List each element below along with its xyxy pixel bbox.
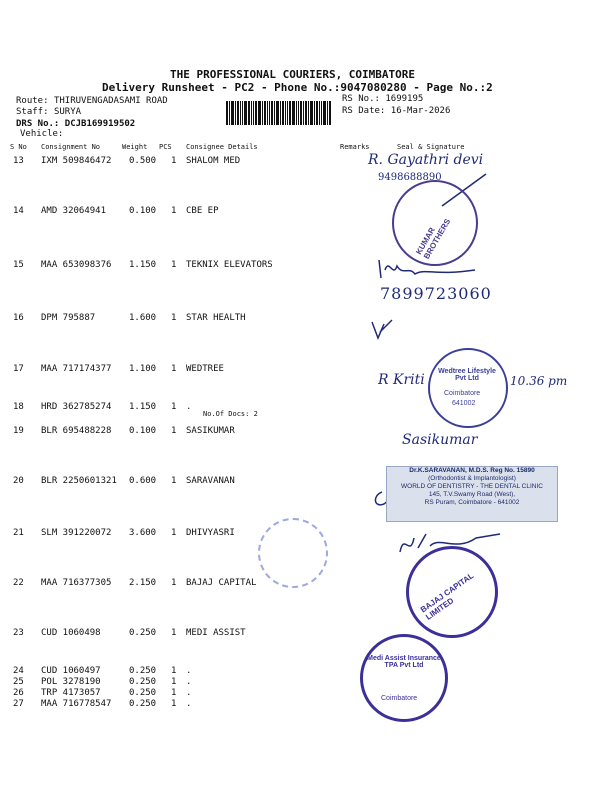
cell-name: . bbox=[186, 402, 192, 412]
cell-weight: 1.600 bbox=[129, 313, 157, 323]
cell-name: SARAVANAN bbox=[186, 476, 235, 486]
route-value: THIRUVENGADASAMI ROAD bbox=[53, 96, 168, 106]
rs-no-value: 1699195 bbox=[385, 94, 424, 104]
signature-15-scribble bbox=[375, 256, 485, 282]
cell-name: SASIKUMAR bbox=[186, 426, 235, 436]
bajaj-capital-stamp bbox=[406, 546, 498, 638]
col-consignment: Consignment No bbox=[41, 143, 101, 151]
cell-cons: TRP 4173057 bbox=[41, 688, 101, 698]
signature-17: R Kriti bbox=[378, 372, 425, 388]
drs-label: DRS No.: bbox=[16, 119, 60, 129]
col-pcs: PCS bbox=[159, 143, 172, 151]
cell-name: WEDTREE bbox=[186, 364, 224, 374]
dental-line-2: (Orthodontist & Implantologist) bbox=[428, 475, 516, 482]
signature-16-mark bbox=[368, 316, 398, 342]
cell-sno: 18 bbox=[13, 402, 24, 412]
cell-weight: 2.150 bbox=[129, 578, 157, 588]
cell-sno: 13 bbox=[13, 156, 24, 166]
cell-sno: 23 bbox=[13, 628, 24, 638]
company-name: THE PROFESSIONAL COURIERS, COIMBATORE bbox=[170, 68, 416, 81]
cell-sno: 21 bbox=[13, 528, 24, 538]
cell-note: No.Of Docs: 2 bbox=[203, 410, 258, 418]
cell-weight: 0.250 bbox=[129, 666, 157, 676]
cell-cons: CUD 1060498 bbox=[41, 628, 101, 638]
cell-sno: 20 bbox=[13, 476, 24, 486]
drs-value: DCJB169919502 bbox=[64, 119, 136, 129]
dental-line-3: WORLD OF DENTISTRY - THE DENTAL CLINIC bbox=[401, 483, 543, 490]
route-label: Route: bbox=[16, 96, 49, 106]
cell-sno: 27 bbox=[13, 699, 24, 709]
cell-weight: 0.100 bbox=[129, 206, 157, 216]
cell-name: TEKNIX ELEVATORS bbox=[186, 260, 273, 270]
cell-cons: MAA 716778547 bbox=[41, 699, 112, 709]
cell-pcs: 1 bbox=[171, 476, 177, 486]
cell-cons: BLR 695488228 bbox=[41, 426, 112, 436]
column-header-row bbox=[10, 143, 600, 153]
staff-line bbox=[16, 107, 81, 117]
cell-name: BAJAJ CAPITAL bbox=[186, 578, 257, 588]
cell-weight: 1.150 bbox=[129, 260, 157, 270]
cell-weight: 0.250 bbox=[129, 688, 157, 698]
barcode bbox=[226, 101, 332, 125]
cell-cons: HRD 362785274 bbox=[41, 402, 112, 412]
staff-value: SURYA bbox=[53, 107, 82, 117]
cell-name: . bbox=[186, 699, 192, 709]
cell-weight: 1.100 bbox=[129, 364, 157, 374]
cell-weight: 3.600 bbox=[129, 528, 157, 538]
col-weight: Weight bbox=[122, 143, 148, 151]
col-seal: Seal & Signature bbox=[397, 143, 465, 151]
medi-assist-stamp-text: Medi Assist Insurance TPA Pvt Ltd bbox=[367, 655, 441, 669]
col-sno: S No bbox=[10, 143, 27, 151]
cell-pcs: 1 bbox=[171, 260, 177, 270]
cell-cons: IXM 509846472 bbox=[41, 156, 112, 166]
staff-label: Staff: bbox=[16, 107, 49, 117]
signature-15-phone: 7899723060 bbox=[380, 284, 492, 303]
medi-assist-stamp-city: Coimbatore bbox=[381, 695, 418, 702]
cell-name: STAR HEALTH bbox=[186, 313, 246, 323]
cell-weight: 0.250 bbox=[129, 628, 157, 638]
cell-weight: 0.100 bbox=[129, 426, 157, 436]
signature-13-phone: 9498688890 bbox=[378, 172, 442, 183]
cell-weight: 0.250 bbox=[129, 699, 157, 709]
cell-cons: POL 3278190 bbox=[41, 677, 101, 687]
cell-sno: 14 bbox=[13, 206, 24, 216]
cell-name: . bbox=[186, 688, 192, 698]
kumar-brothers-text: KUMAR BROTHERS bbox=[414, 217, 453, 261]
cell-pcs: 1 bbox=[171, 699, 177, 709]
vehicle-label: Vehicle: bbox=[20, 129, 64, 139]
signature-13: R. Gayathri devi bbox=[368, 152, 484, 168]
cell-pcs: 1 bbox=[171, 528, 177, 538]
cell-cons: MAA 653098376 bbox=[41, 260, 112, 270]
route-line bbox=[16, 96, 168, 106]
cell-sno: 24 bbox=[13, 666, 24, 676]
cell-pcs: 1 bbox=[171, 677, 177, 687]
cell-pcs: 1 bbox=[171, 364, 177, 374]
cell-cons: AMD 32064941 bbox=[41, 206, 107, 216]
bajaj-stamp-text: BAJAJ CAPITAL LIMITED bbox=[418, 571, 476, 622]
wedtree-stamp-city: Coimbatore bbox=[444, 390, 481, 397]
cell-name: DHIVYASRI bbox=[186, 528, 235, 538]
cell-cons: DPM 795887 bbox=[41, 313, 96, 323]
dental-clinic-stamp bbox=[386, 466, 558, 522]
cell-name: MEDI ASSIST bbox=[186, 628, 246, 638]
cell-pcs: 1 bbox=[171, 628, 177, 638]
cell-sno: 15 bbox=[13, 260, 24, 270]
signature-17-time: 10.36 pm bbox=[510, 374, 568, 388]
faded-wedtree-stamp bbox=[258, 518, 328, 588]
dental-line-1: Dr.K.SARAVANAN, M.D.S. Reg No. 15890 bbox=[409, 467, 535, 474]
cell-cons: CUD 1060497 bbox=[41, 666, 101, 676]
cell-cons: BLR 2250601321 bbox=[41, 476, 117, 486]
cell-pcs: 1 bbox=[171, 206, 177, 216]
dental-line-5: RS Puram, Coimbatore - 641002 bbox=[424, 499, 520, 506]
cell-pcs: 1 bbox=[171, 402, 177, 412]
rs-date-value: 16-Mar-2026 bbox=[390, 106, 451, 116]
cell-sno: 19 bbox=[13, 426, 24, 436]
cell-pcs: 1 bbox=[171, 313, 177, 323]
drs-line bbox=[16, 119, 135, 129]
cell-sno: 16 bbox=[13, 313, 24, 323]
cell-sno: 26 bbox=[13, 688, 24, 698]
rs-no-line bbox=[342, 94, 423, 104]
rs-no-label: RS No.: bbox=[342, 94, 380, 104]
wedtree-stamp bbox=[428, 348, 508, 428]
medi-assist-stamp bbox=[360, 634, 448, 722]
signature-19: Sasikumar bbox=[402, 432, 478, 448]
wedtree-stamp-name: Wedtree Lifestyle Pvt Ltd bbox=[438, 368, 496, 382]
cell-sno: 22 bbox=[13, 578, 24, 588]
cell-name: . bbox=[186, 666, 192, 676]
wedtree-stamp-pin: 641002 bbox=[452, 400, 476, 407]
cell-weight: 0.250 bbox=[129, 677, 157, 687]
runsheet-subtitle: Delivery Runsheet - PC2 - Phone No.:9047080280 - Page No.:2 bbox=[102, 81, 493, 94]
rs-date-label: RS Date: bbox=[342, 106, 386, 116]
cell-weight: 1.150 bbox=[129, 402, 157, 412]
cell-cons: MAA 716377305 bbox=[41, 578, 112, 588]
rs-date-line bbox=[342, 106, 450, 116]
cell-name: . bbox=[186, 677, 192, 687]
cell-weight: 0.600 bbox=[129, 476, 157, 486]
cell-name: SHALOM MED bbox=[186, 156, 241, 166]
cell-sno: 17 bbox=[13, 364, 24, 374]
cell-pcs: 1 bbox=[171, 156, 177, 166]
cell-pcs: 1 bbox=[171, 426, 177, 436]
dental-line-4: 145, T.V.Swamy Road (West), bbox=[428, 491, 516, 498]
cell-pcs: 1 bbox=[171, 688, 177, 698]
cell-pcs: 1 bbox=[171, 578, 177, 588]
cell-cons: MAA 717174377 bbox=[41, 364, 112, 374]
cell-cons: SLM 391220072 bbox=[41, 528, 112, 538]
col-details: Consignee Details bbox=[186, 143, 258, 151]
kumar-brothers-stamp bbox=[392, 180, 478, 266]
col-remarks: Remarks bbox=[340, 143, 370, 151]
cell-sno: 25 bbox=[13, 677, 24, 687]
cell-weight: 0.500 bbox=[129, 156, 157, 166]
cell-pcs: 1 bbox=[171, 666, 177, 676]
cell-name: CBE EP bbox=[186, 206, 219, 216]
